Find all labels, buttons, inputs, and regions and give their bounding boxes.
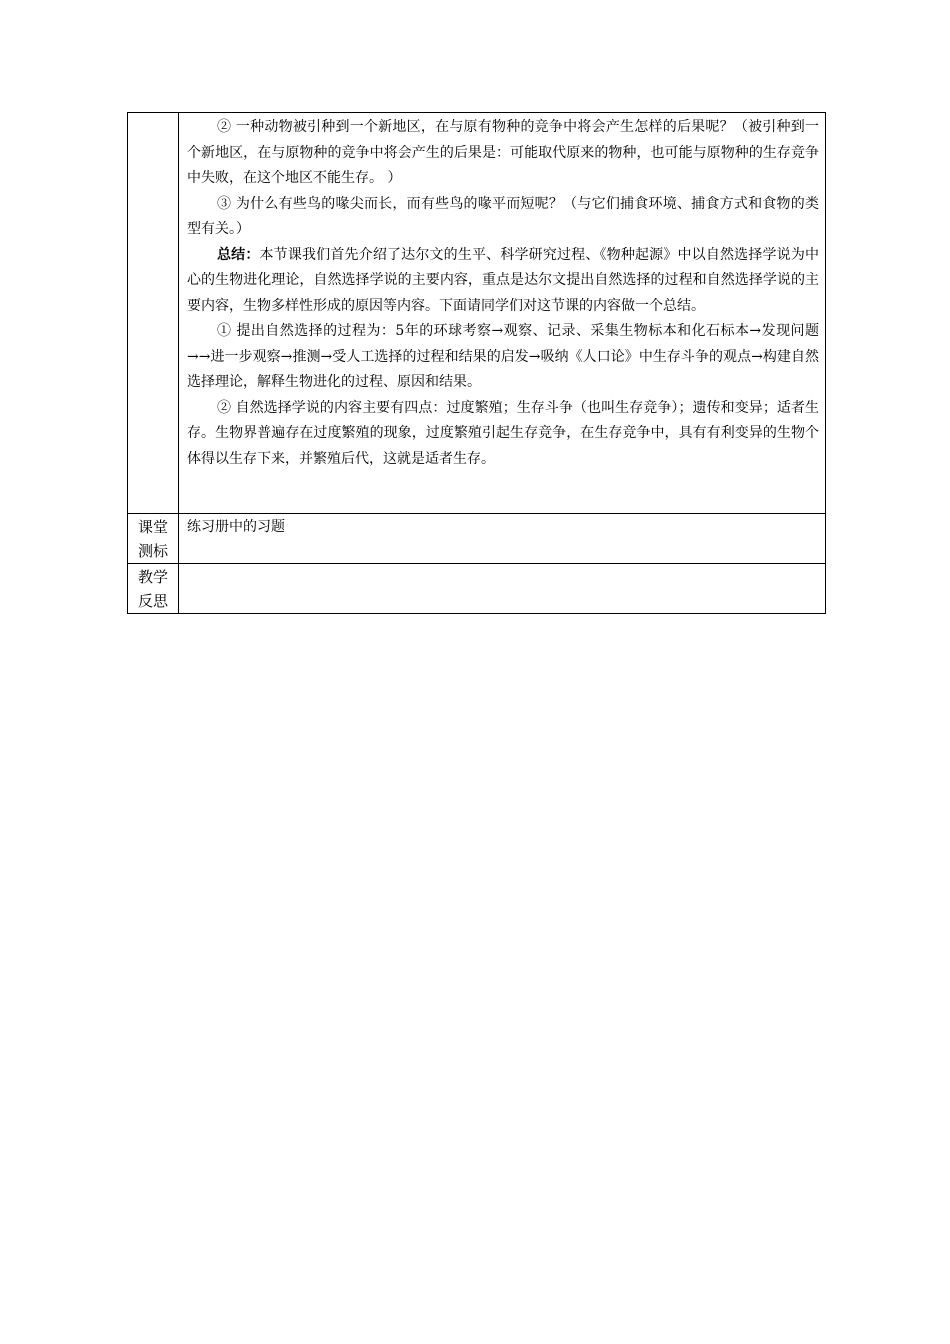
teaching-reflection-content bbox=[179, 564, 826, 614]
main-label-cell bbox=[128, 113, 179, 514]
summary-text: 本节课我们首先介绍了达尔文的生平、科学研究过程、《物种起源》中以自然选择学说为中心的生物进化理论，自然选择学说的主要内容，重点是达尔文提出自然选择的过程和自然选择学说的主要内容，生物多样性形成的原因等内容。下面请同学们对这节课的内容做一个总结。 bbox=[187, 246, 819, 314]
classroom-test-row bbox=[128, 514, 826, 564]
question-paragraph-3: ③ 为什么有些鸟的喙尖而长，而有些鸟的喙平而短呢？（与它们捕食环境、捕食方式和食物的类型有关。） bbox=[187, 195, 819, 237]
summary-point-2: ② 自然选择学说的内容主要有四点：过度繁殖；生存斗争（也叫生存竞争）；遗传和变异；适者生存。生物界普遍存在过度繁殖的现象，过度繁殖引起生存竞争，在生存竞争中，具有有利变异的生物个体得以生存下来，并繁殖后代，这就是适者生存。 bbox=[187, 399, 819, 467]
main-row bbox=[128, 113, 826, 514]
classroom-test-label-line1: 课堂 bbox=[137, 518, 168, 536]
teaching-reflection-label bbox=[128, 564, 179, 614]
classroom-test-content: 练习册中的习题 bbox=[179, 514, 826, 564]
classroom-test-label-line2: 测标 bbox=[137, 542, 168, 560]
question-paragraph-2: ② 一种动物被引种到一个新地区，在与原有物种的竞争中将会产生怎样的后果呢？（被引种到一个新地区，在与原物种的竞争中将会产生的后果是：可能取代原来的物种，也可能与原物种的生存竞争中失败，在这个地区不能生存。 ） bbox=[187, 119, 819, 186]
teaching-reflection-label-line2: 反思 bbox=[137, 592, 168, 610]
summary-point-1: ① 提出自然选择的过程为：5年的环球考察→观察、记录、采集生物标本和化石标本→发现问题→→进一步观察→推测→受人工选择的过程和结果的启发→吸纳《人口论》中生存斗争的观点→构建自然选择理论，解释生物进化的过程、原因和结果。 bbox=[187, 323, 819, 390]
teaching-reflection-row bbox=[128, 564, 826, 614]
lesson-table bbox=[127, 112, 826, 614]
summary-label: 总结： bbox=[217, 246, 260, 263]
teaching-reflection-label-line1: 教学 bbox=[137, 568, 168, 586]
classroom-test-label bbox=[128, 514, 179, 564]
main-content-cell bbox=[179, 113, 826, 514]
summary-paragraph bbox=[187, 243, 819, 320]
